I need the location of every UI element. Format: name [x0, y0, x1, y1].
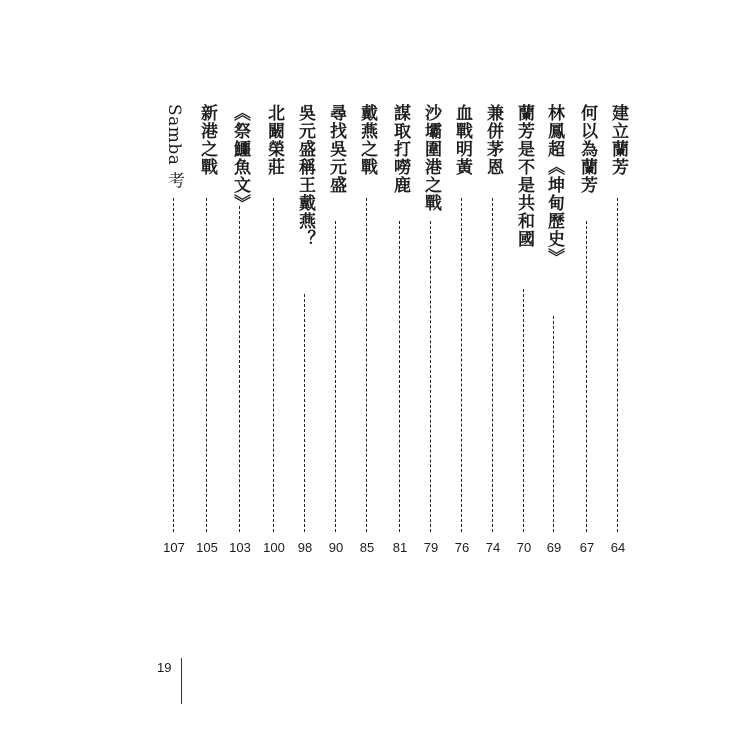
toc-entry[interactable] — [163, 104, 185, 556]
toc-entry-title: 《祭鱷魚文》 — [230, 104, 250, 212]
toc-entry[interactable] — [294, 104, 316, 556]
dotted-leader — [239, 206, 240, 532]
dotted-leader — [366, 198, 367, 532]
toc-entry[interactable] — [389, 104, 411, 556]
toc-entry-page: 103 — [229, 540, 251, 555]
toc-entry[interactable] — [325, 104, 347, 556]
toc-entry-title: 戴燕之戰 — [357, 104, 377, 176]
toc-entry-page: 74 — [485, 540, 501, 555]
toc-entry-page: 100 — [263, 540, 285, 555]
toc-entry[interactable] — [263, 104, 285, 556]
toc-entry[interactable] — [576, 104, 598, 556]
toc-entry-title: 沙壩圍港之戰 — [421, 104, 441, 212]
toc-entry-title: 尋找吳元盛 — [326, 104, 346, 194]
toc-entry-page: 81 — [392, 540, 408, 555]
folio-page-number: 19 — [157, 660, 172, 675]
dotted-leader — [492, 198, 493, 532]
dotted-leader — [617, 198, 618, 532]
dotted-leader — [430, 221, 431, 532]
toc-entry[interactable] — [196, 104, 218, 556]
toc-entry-page: 67 — [579, 540, 595, 555]
toc-entry[interactable] — [420, 104, 442, 556]
toc-entry[interactable] — [451, 104, 473, 556]
dotted-leader — [553, 316, 554, 532]
dotted-leader — [523, 289, 524, 532]
toc-entry-page: 107 — [163, 540, 185, 555]
toc-entry-title: 建立蘭芳 — [608, 104, 628, 176]
dotted-leader — [206, 198, 207, 532]
toc-entry[interactable] — [607, 104, 629, 556]
toc-entry-page: 90 — [328, 540, 344, 555]
toc-entry[interactable] — [356, 104, 378, 556]
toc-entry[interactable] — [513, 104, 535, 556]
toc-entry-page: 69 — [546, 540, 562, 555]
dotted-leader — [399, 221, 400, 532]
toc-entry-title: 新港之戰 — [197, 104, 217, 176]
toc-entry[interactable] — [482, 104, 504, 556]
dotted-leader — [586, 221, 587, 532]
toc-entry-title: 血戰明黃 — [452, 104, 472, 176]
toc-entry[interactable] — [229, 104, 251, 556]
toc-entry-page: 64 — [610, 540, 626, 555]
toc-entry-page: 85 — [359, 540, 375, 555]
toc-entry-title: 蘭芳是不是共和國 — [514, 104, 534, 248]
toc-entry-page: 76 — [454, 540, 470, 555]
toc-entry-title: 吳元盛稱王戴燕？ — [295, 104, 315, 248]
toc-entry-title: 何以為蘭芳 — [577, 104, 597, 194]
dotted-leader — [304, 294, 305, 532]
toc-entry-page: 105 — [196, 540, 218, 555]
toc-entry-title: Samba 考 — [164, 104, 184, 189]
toc-entry-title: 北闞榮莊 — [264, 104, 284, 176]
dotted-leader — [173, 198, 174, 532]
folio-rule — [181, 658, 182, 704]
toc-entry-page: 98 — [297, 540, 313, 555]
dotted-leader — [461, 198, 462, 532]
toc-entry-title: 兼併茅恩 — [483, 104, 503, 176]
toc-entry-title: 謀取打嘮鹿 — [390, 104, 410, 194]
dotted-leader — [335, 221, 336, 532]
toc-entry-page: 70 — [516, 540, 532, 555]
toc-entry-page: 79 — [423, 540, 439, 555]
toc-entry-title: 林鳳超《坤甸歷史》 — [544, 104, 564, 266]
toc-entry[interactable] — [543, 104, 565, 556]
dotted-leader — [273, 198, 274, 532]
